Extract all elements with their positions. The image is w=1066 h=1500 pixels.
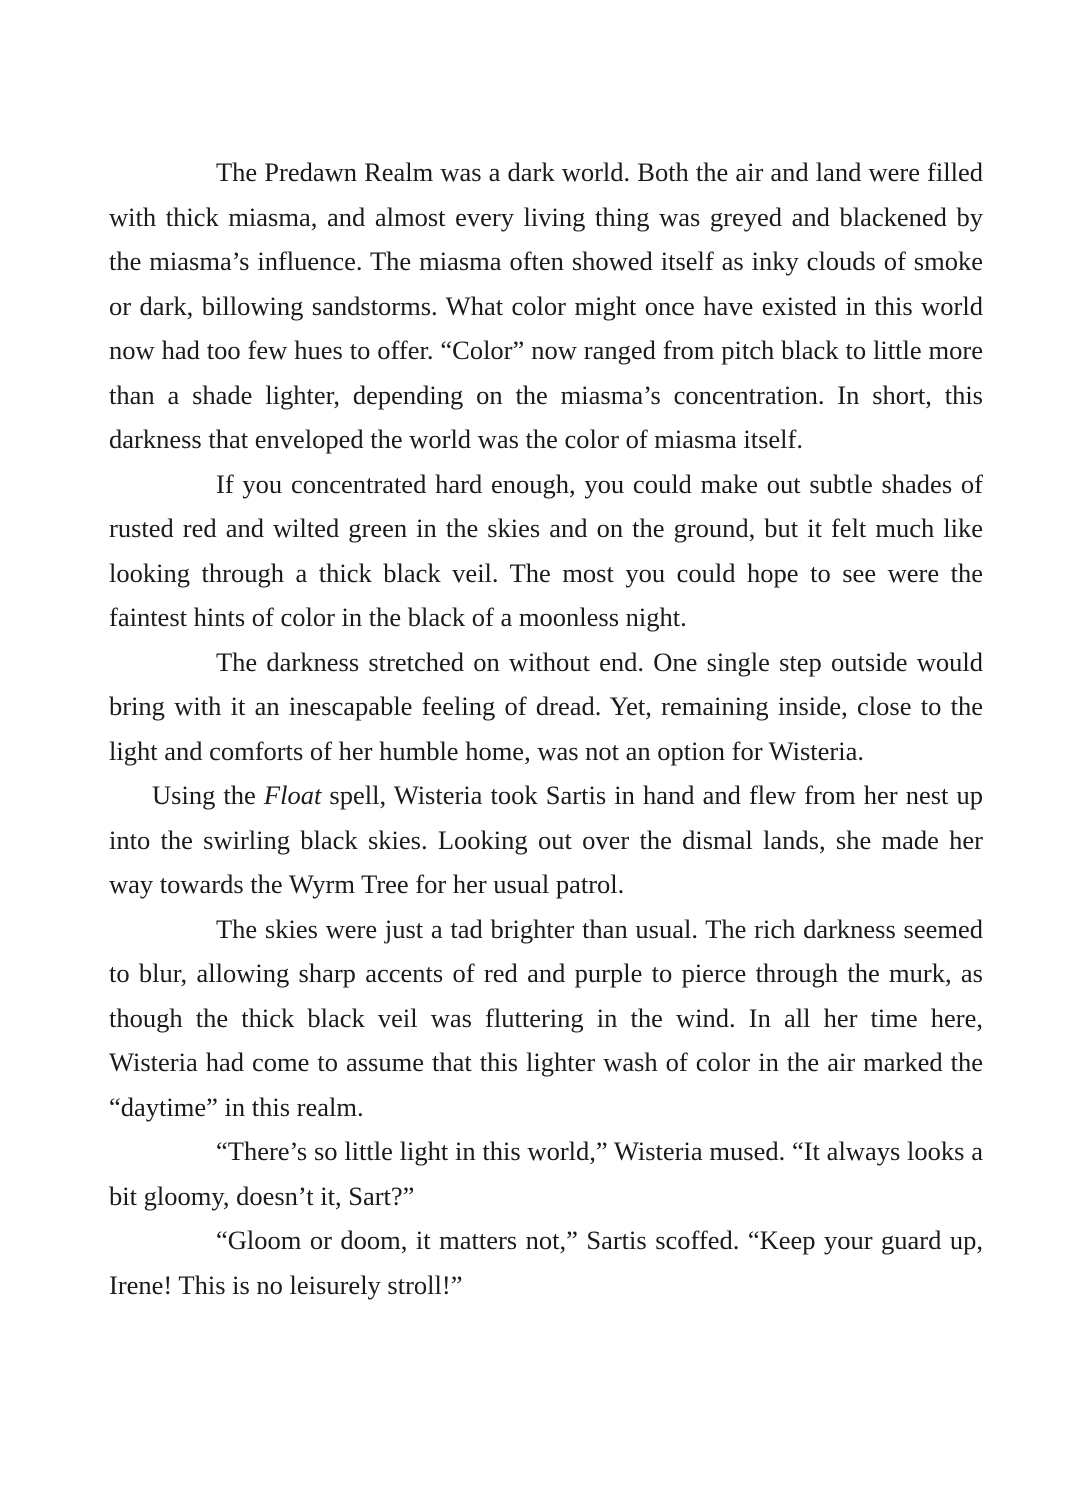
page-body xyxy=(109,150,983,1307)
paragraph-predawn-realm: The Predawn Realm was a dark world. Both the air and land were filled with thick miasma, and almost every living thing was greyed and blackened by the miasma’s influence. The miasma often showed itself as inky clouds of smoke or dark, billowing sandstorms. What color might once have existed in this world now had too few hues to offer. “Color” now ranged from pitch black to little more than a shade lighter, depending on the miasma’s concentration. In short, this darkness that enveloped the world was the color of miasma itself. xyxy=(109,157,983,454)
paragraph-wisteria-mused: “There’s so little light in this world,” Wisteria mused. “It always looks a bit gloomy, doesn’t it, Sart?” xyxy=(109,1136,983,1211)
paragraph-subtle-shades: If you concentrated hard enough, you could make out subtle shades of rusted red and wilted green in the skies and on the ground, but it felt much like looking through a thick black veil. The most you could hope to see were the faintest hints of color in the black of a moonless night. xyxy=(109,468,983,632)
paragraph-float-spell xyxy=(109,773,983,907)
paragraph-skies-brighter: The skies were just a tad brighter than usual. The rich darkness seemed to blur, allowing sharp accents of red and purple to pierce through the murk, as though the thick black veil was fluttering in the wind. In all her time here, Wisteria had come to assume that this lighter wash of color in the air marked the “daytime” in this realm. xyxy=(109,913,983,1122)
float-spell-name: Float xyxy=(263,780,322,810)
float-before: Using the xyxy=(152,780,264,810)
float-after: spell, Wisteria took Sartis in hand and flew from her nest up into the swirling black skies. Looking out over the dismal lands, she made her way towards the Wyrm Tree for her usual patrol. xyxy=(109,780,983,899)
paragraph-sartis-scoffed: “Gloom or doom, it matters not,” Sartis scoffed. “Keep your guard up, Irene! This is no leisurely stroll!” xyxy=(109,1225,983,1300)
paragraph-darkness-stretched: The darkness stretched on without end. One single step outside would bring with it an inescapable feeling of dread. Yet, remaining inside, close to the light and comforts of her humble home, was not an option for Wisteria. xyxy=(109,646,983,766)
